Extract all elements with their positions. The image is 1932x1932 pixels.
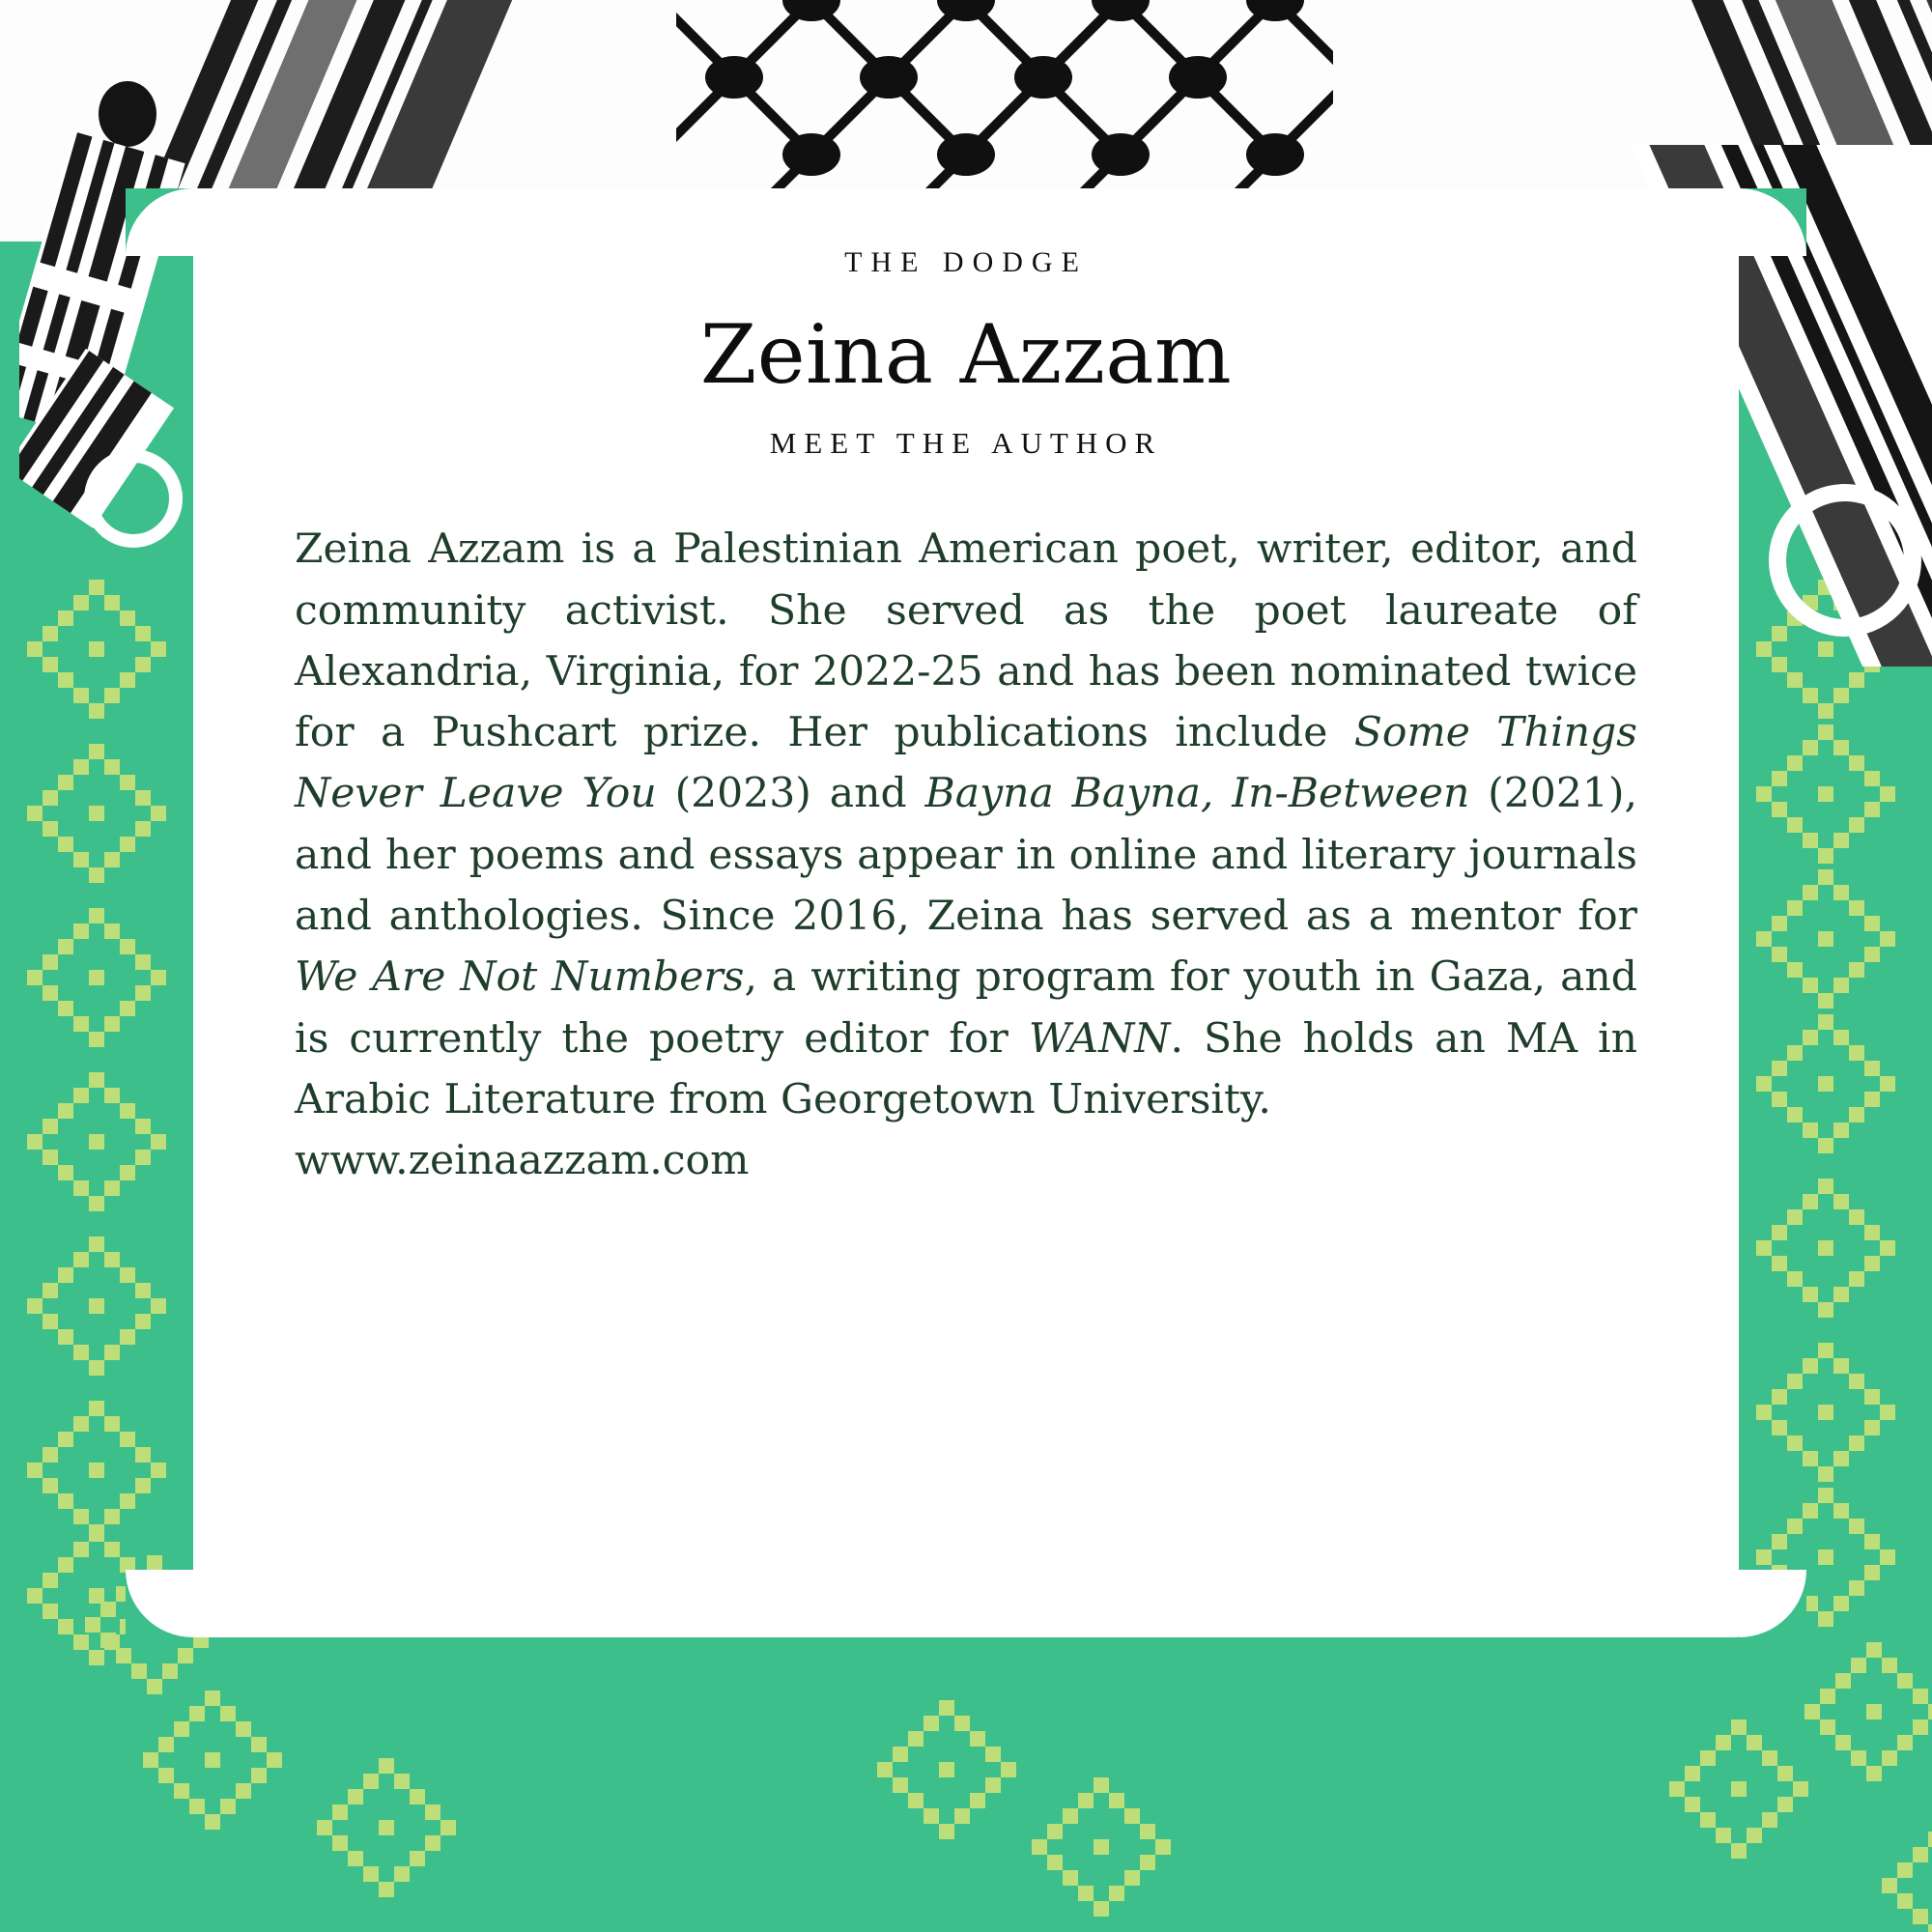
bio-text-run: , a writing program for youth in Gaza, and is currently the poetry editor for: [295, 953, 1637, 1063]
embroidery-pattern-right: [1729, 580, 1932, 1642]
author-bio: [295, 519, 1637, 1191]
bio-text-run: . She holds an MA in Arabic Literature from Georgetown University.: [295, 1014, 1637, 1123]
bio-text-run: (2023) and: [656, 770, 925, 818]
bio-title-italic: WANN: [1028, 1014, 1171, 1063]
author-card: [193, 188, 1739, 1637]
bio-text-run: Zeina Azzam is a Palestinian American poet, writer, editor, and community activist. She served as the poet laureate of Alexandria, Virginia, for 2022-25 and has been nominated twice for a Pushcart prize. Her publications include: [295, 526, 1637, 757]
card-corner-notch-bottom-left: [126, 1570, 193, 1637]
author-website: www.zeinaazzam.com: [295, 1137, 750, 1185]
bio-title-italic: Some Things Never Leave You: [295, 709, 1637, 818]
section-label: MEET THE AUTHOR: [769, 426, 1163, 461]
card-corner-notch-top-right: [1739, 188, 1806, 256]
brand-eyebrow: THE DODGE: [844, 246, 1088, 278]
embroidery-pattern-left: [0, 580, 203, 1642]
bio-title-italic: We Are Not Numbers: [295, 953, 745, 1002]
bio-title-italic: Bayna Bayna, In-Between: [924, 770, 1470, 818]
bio-text-run: (2021), and her poems and essays appear in online and literary journals and anthologies. Since 2016, Zeina has served as a mentor for: [295, 770, 1638, 941]
card-corner-notch-top-left: [126, 188, 193, 256]
page-title: Zeina Azzam: [699, 307, 1233, 402]
card-corner-notch-bottom-right: [1739, 1570, 1806, 1637]
